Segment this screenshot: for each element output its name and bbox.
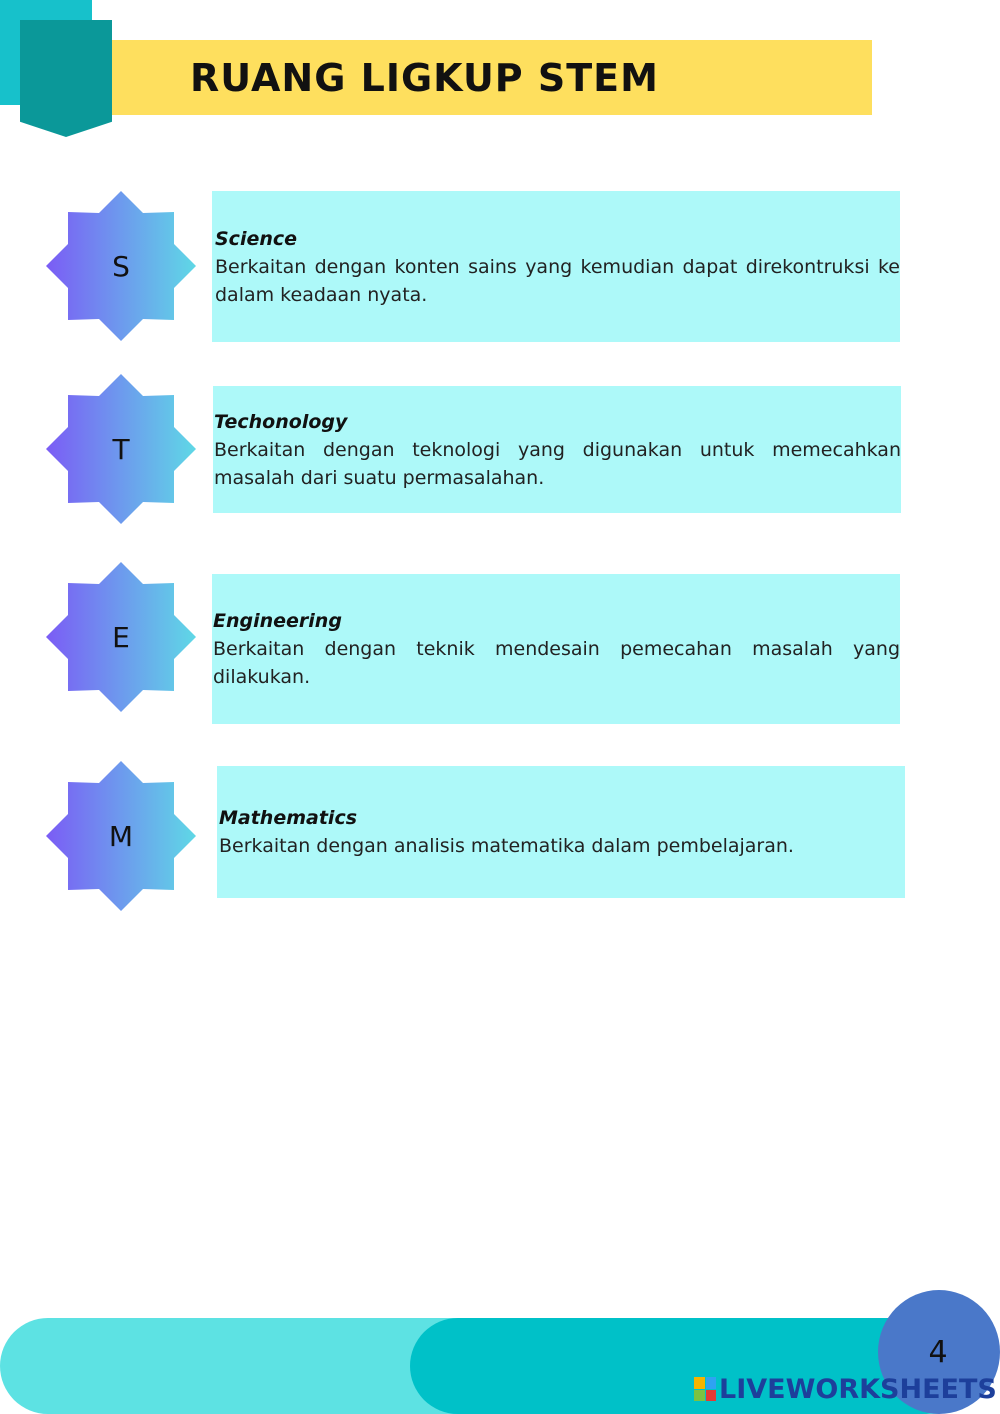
- title-banner: [112, 40, 872, 115]
- brand-name: LIVEWORKSHEETS: [719, 1373, 997, 1405]
- star-badge-e: [46, 562, 196, 712]
- card-description: Berkaitan dengan konten sains yang kemudian dapat direkontruksi ke dalam keadaan nyata.: [215, 255, 900, 306]
- corner-ribbon: [20, 20, 112, 137]
- star-letter: E: [112, 620, 130, 654]
- card-engineering: [212, 574, 900, 724]
- star-letter: S: [112, 249, 130, 283]
- card-title: Techonology: [214, 410, 348, 433]
- card-title: Engineering: [213, 610, 342, 632]
- liveworksheets-logo-icon: [694, 1377, 716, 1401]
- page-number: 4: [928, 1334, 948, 1370]
- card-description: Berkaitan dengan analisis matematika dalam pembelajaran.: [219, 835, 794, 857]
- card-title: Science: [215, 227, 298, 250]
- card-description: Berkaitan dengan teknik mendesain pemecahan masalah yang dilakukan.: [213, 638, 900, 688]
- star-letter: T: [112, 432, 130, 466]
- brand-watermark[interactable]: [694, 1372, 997, 1406]
- star-badge-s: [46, 191, 196, 341]
- page-title: RUANG LIGKUP STEM: [190, 55, 659, 100]
- card-title: Mathematics: [219, 807, 358, 829]
- card-mathematics: [217, 766, 905, 898]
- star-letter: M: [108, 819, 134, 853]
- card-science: [212, 191, 900, 342]
- card-description: Berkaitan dengan teknologi yang digunakan untuk memecahkan masalah dari suatu permasalahan.: [214, 438, 901, 489]
- star-badge-m: [46, 761, 196, 911]
- star-badge-t: [46, 374, 196, 524]
- card-technology: [213, 386, 901, 513]
